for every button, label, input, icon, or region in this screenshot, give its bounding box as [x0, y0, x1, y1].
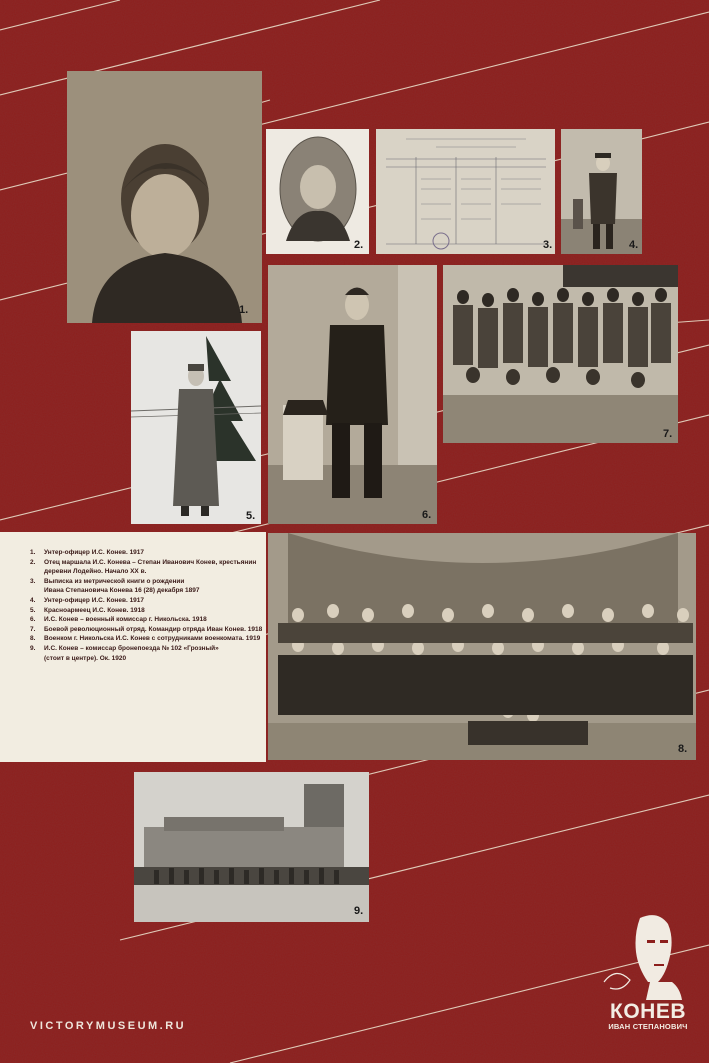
caption-number: 7.: [30, 625, 36, 633]
caption-text: Выписка из метрической книги о рождении: [44, 577, 185, 585]
logo-title: КОНЕВ: [610, 1000, 686, 1023]
photo-number: 1.: [239, 304, 249, 316]
armored-train-photo: [134, 772, 369, 922]
caption-item: [30, 644, 266, 663]
caption-number: 9.: [30, 644, 36, 652]
soldier-photo: [561, 129, 642, 254]
caption-item: [30, 634, 266, 644]
caption-number: 8.: [30, 635, 36, 643]
caption-text: Боевой революционный отряд. Командир отряда Иван Конев. 1918: [44, 625, 263, 633]
photo-3: [376, 129, 555, 254]
group-commissariat-photo: [268, 533, 696, 760]
caption-text: Отец маршала И.С. Конева – Степан Иванович Конев, крестьянин: [44, 558, 257, 566]
caption-item: [30, 606, 266, 616]
group-detachment-photo: [443, 265, 678, 443]
photo-1: [67, 71, 262, 323]
document-photo: [376, 129, 555, 254]
photo-5: [131, 331, 261, 524]
photo-number: 5.: [246, 510, 256, 522]
photo-number: 2.: [354, 239, 364, 251]
caption-item: [30, 625, 266, 635]
photo-number: 6.: [422, 509, 432, 521]
caption-text: Военком г. Никольска И.С. Конев с сотрудниками военкомата. 1919: [44, 635, 261, 643]
photo-number: 4.: [629, 239, 639, 251]
caption-item: [30, 558, 266, 577]
caption-text: (стоит в центре). Ок. 1920: [44, 654, 127, 662]
photo-6: [268, 265, 437, 524]
photo-4: [561, 129, 642, 254]
logo-subtitle: ИВАН СТЕПАНОВИЧ: [608, 1022, 688, 1031]
photo-7: [443, 265, 678, 443]
photo-8: [268, 533, 696, 760]
caption-text: деревни Лодейно. Начало ХХ в.: [44, 568, 147, 576]
caption-text: И.С. Конев – комиссар бронепоезда № 102 «Грозный»: [44, 644, 219, 652]
officer-photo: [268, 265, 437, 524]
caption-text: Красноармеец И.С. Конев. 1918: [44, 606, 145, 614]
caption-number: 2.: [30, 558, 36, 566]
caption-text: Ивана Степановича Конева 16 (28) декабря 1897: [44, 587, 200, 595]
photo-number: 9.: [354, 905, 364, 917]
caption-number: 3.: [30, 577, 36, 585]
caption-number: 4.: [30, 596, 36, 604]
caption-text: Унтер-офицер И.С. Конев. 1917: [44, 596, 145, 604]
caption-item: [30, 596, 266, 606]
caption-list: [0, 532, 266, 762]
photo-2: [266, 129, 369, 254]
photo-number: 7.: [663, 428, 673, 440]
caption-items: [30, 548, 266, 663]
site-url[interactable]: VICTORYMUSEUM.RU: [30, 1020, 187, 1032]
caption-item: [30, 615, 266, 625]
portrait-photo: [67, 71, 262, 323]
caption-number: 1.: [30, 549, 36, 556]
oval-portrait-photo: [266, 129, 369, 254]
caption-number: 6.: [30, 616, 36, 624]
photo-number: 8.: [678, 743, 688, 755]
photo-number: 3.: [543, 239, 553, 251]
winter-soldier-photo: [131, 331, 261, 524]
caption-item: [30, 548, 266, 558]
photo-9: [134, 772, 369, 922]
caption-number: 5.: [30, 606, 36, 614]
caption-text: И.С. Конев – военный комиссар г. Никольска. 1918: [44, 616, 207, 624]
caption-text: Унтер-офицер И.С. Конев. 1917: [44, 549, 145, 556]
caption-item: [30, 577, 266, 596]
